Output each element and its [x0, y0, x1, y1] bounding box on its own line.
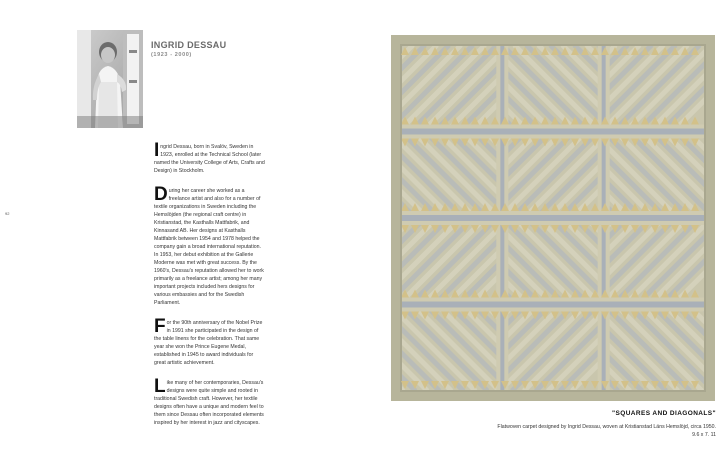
- paragraph-text: ngrid Dessau, born in Svalöv, Sweden in 1923, enrolled at the Technical School (later named the University College of Arts, Crafts and Design) in Stockholm.: [154, 144, 265, 174]
- artist-header: [151, 40, 226, 58]
- biography-paragraph: [154, 376, 266, 427]
- drop-cap: L: [154, 376, 166, 397]
- artwork-description: Flatwoven carpet designed by Ingrid Dessau, woven at Kristianstad Läns Hemslöjd, circa 1950.: [497, 424, 716, 430]
- artist-name: INGRID DESSAU: [151, 40, 227, 50]
- biography-paragraph: [154, 184, 266, 307]
- artist-portrait-photo: [77, 30, 143, 128]
- artwork-title: "SQUARES AND DIAGONALS": [612, 410, 716, 417]
- artist-years: (1923 - 2000): [151, 52, 192, 58]
- drop-cap: I: [154, 140, 160, 161]
- drop-cap: D: [154, 184, 168, 205]
- page-number: 92: [5, 211, 10, 216]
- portrait-illustration: [77, 30, 143, 128]
- biography-paragraph: [154, 140, 266, 175]
- biography-paragraph: [154, 316, 266, 367]
- paragraph-text: ike many of her contemporaries, Dessau's designs were quite simple and rooted in traditional Swedish craft. However, her textile designs often have a unique and modern feel to them since Dessau often incorporated elements inspired by her interest in jazz and cityscapes.: [154, 380, 264, 426]
- biography-text: [154, 140, 266, 439]
- artwork-caption: [497, 410, 716, 439]
- paragraph-text: uring her career she worked as a freelance artist and also for a number of textile organizations in Sweden including the Hemslöjden (the regional craft centre) in Kristianstad, the Kasthalls Mattfabrik, and Kinnasand AB. Her designs at Kasthalls Mattfabrik between 1954 and 1978 helped the company gain a broad international reputation. In 1953, her debut exhibition at the Gallerie Moderne was met with great success. By the 1960's, Dessau's reputation allowed her to work primarily as a freelance artist; among her many important projects included hers designs for various embassies and for the Swedish Parliament.: [154, 188, 264, 306]
- drop-cap: F: [154, 316, 166, 337]
- carpet-illustration: [391, 35, 715, 401]
- paragraph-text: or the 90th anniversary of the Nobel Prize in 1991 she participated in the design of the table linens for the celebration. That same year she won the Prince Eugene Medal, established in 1945 to award individuals for great artistic achievement.: [154, 320, 263, 366]
- carpet-image: [391, 35, 715, 401]
- artwork-dimensions: 9.6 x 7. 11: [692, 431, 716, 438]
